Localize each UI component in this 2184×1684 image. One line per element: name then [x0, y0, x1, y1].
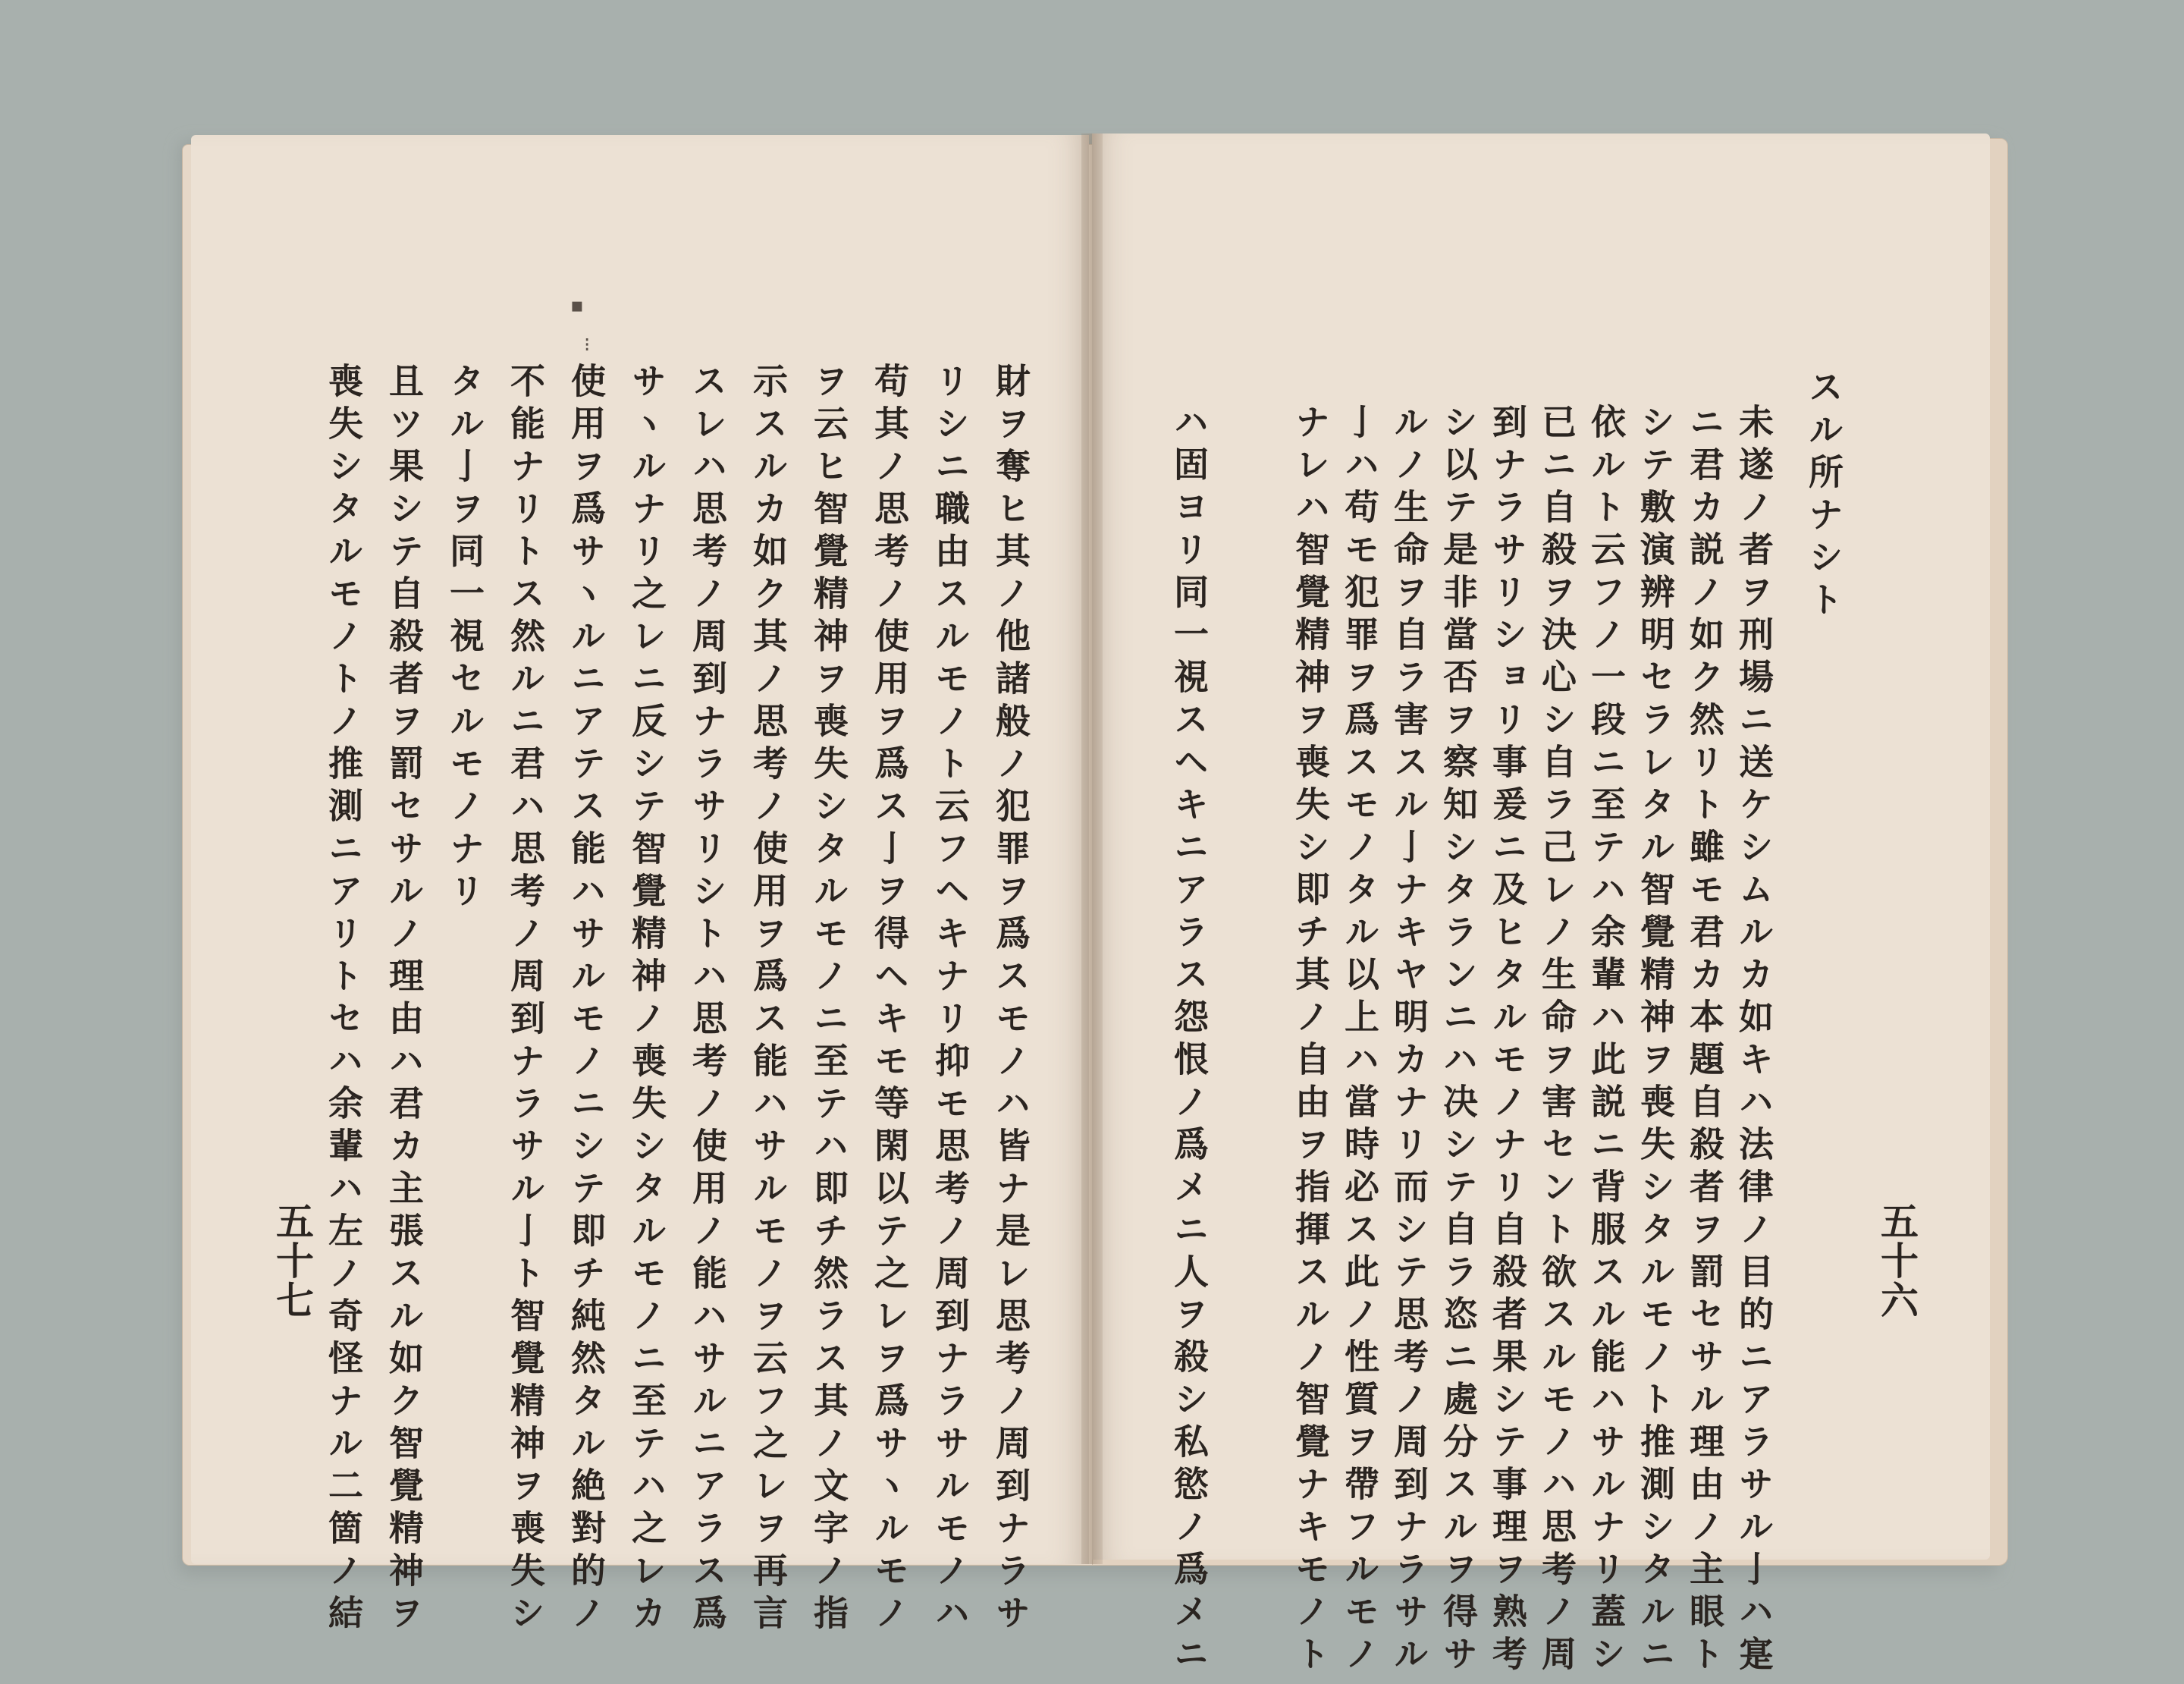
right-text-column: 亅ハ苟モ犯罪ヲ爲スモノタル以上ハ當時必ス此ノ性質ヲ帶フルモノ: [1339, 404, 1380, 1678]
page-number-right: 五十六: [1875, 1202, 1919, 1320]
right-text-column: ナレハ智覺精神ヲ喪失シ即チ其ノ自由ヲ指揮スルノ智覺ナキモノト: [1290, 404, 1331, 1678]
right-text-column: ハ固ヨリ同一視スヘキニアラス怨恨ノ爲メニ人ヲ殺シ私慾ノ爲メニ: [1169, 404, 1210, 1678]
right-text-column: ニ君カ説ノ如ク然リト雖モ君カ本題自殺者ヲ罰セサル理由ノ主眼ト: [1684, 404, 1725, 1678]
book-gutter: [1081, 134, 1103, 1564]
right-text-column: ルノ生命ヲ自ラ害スル亅ナキヤ明カナリ而シテ思考ノ周到ナラサル: [1389, 404, 1429, 1678]
ink-smudge: ⁝: [584, 334, 591, 357]
ink-smudge: ▪: [570, 294, 584, 317]
left-text-column: タル亅ヲ同一視セルモノナリ: [444, 363, 485, 915]
right-text-column: 未遂ノ者ヲ刑場ニ送ケシムルカ如キハ法律ノ目的ニアラサル亅ハ寔: [1734, 404, 1774, 1678]
left-text-column: 財ヲ奪ヒ其ノ他諸般ノ犯罪ヲ爲スモノハ皆ナ是レ思考ノ周到ナラサ: [990, 363, 1031, 1637]
right-text-column: 已ニ自殺ヲ決心シ自ラ己レノ生命ヲ害セント欲スルモノハ思考ノ周: [1536, 404, 1577, 1678]
left-text-column: ヲ云ヒ智覺精神ヲ喪失シタルモノニ至テハ即チ然ラス其ノ文字ノ指: [808, 363, 849, 1637]
left-text-column: 不能ナリトス然ルニ君ハ思考ノ周到ナラサル亅ト智覺精神ヲ喪失シ: [505, 363, 546, 1637]
right-text-column: シテ敷演辨明セラレタル智覺精神ヲ喪失シタルモノト推測シタルニ: [1635, 404, 1676, 1678]
left-text-column: サヽルナリ之レニ反シテ智覺精神ノ喪失シタルモノニ至テハ之レカ: [626, 363, 667, 1637]
page-number-left: 五十七: [270, 1202, 315, 1320]
left-text-column: 喪失シタルモノトノ推測ニアリトセハ余輩ハ左ノ奇怪ナル二箇ノ結: [323, 363, 364, 1637]
right-text-column: 依ルト云フノ一段ニ至テハ余輩ハ此説ニ背服スル能ハサルナリ蓋シ: [1586, 404, 1627, 1678]
left-text-column: 示スルカ如ク其ノ思考ノ使用ヲ爲ス能ハサルモノヲ云フ之レヲ再言: [748, 363, 789, 1637]
right-text-column: スル所ナシト: [1803, 369, 1844, 624]
left-text-column: 且ツ果シテ自殺者ヲ罰セサルノ理由ハ君カ主張スル如ク智覺精神ヲ: [384, 363, 425, 1637]
left-text-column: 苟其ノ思考ノ使用ヲ爲ス亅ヲ得ヘキモ等閑以テ之レヲ爲サヽルモノ: [869, 363, 910, 1637]
left-text-column: 使用ヲ爲サヽルニアテス能ハサルモノニシテ即チ純然タル絶對的ノ: [566, 363, 607, 1637]
left-text-column: リシニ職由スルモノト云フヘキナリ抑モ思考ノ周到ナラサルモノハ: [930, 363, 971, 1637]
left-text-column: スレハ思考ノ周到ナラサリシトハ思考ノ使用ノ能ハサルニアラス爲: [687, 363, 728, 1637]
right-text-column: シ以テ是非當否ヲ察知シタランニハ决シテ自ラ恣ニ處分スルヲ得サ: [1438, 404, 1479, 1678]
right-text-column: 到ナラサリショリ事爰ニ及ヒタルモノナリ自殺者果シテ事理ヲ熟考: [1487, 404, 1528, 1678]
